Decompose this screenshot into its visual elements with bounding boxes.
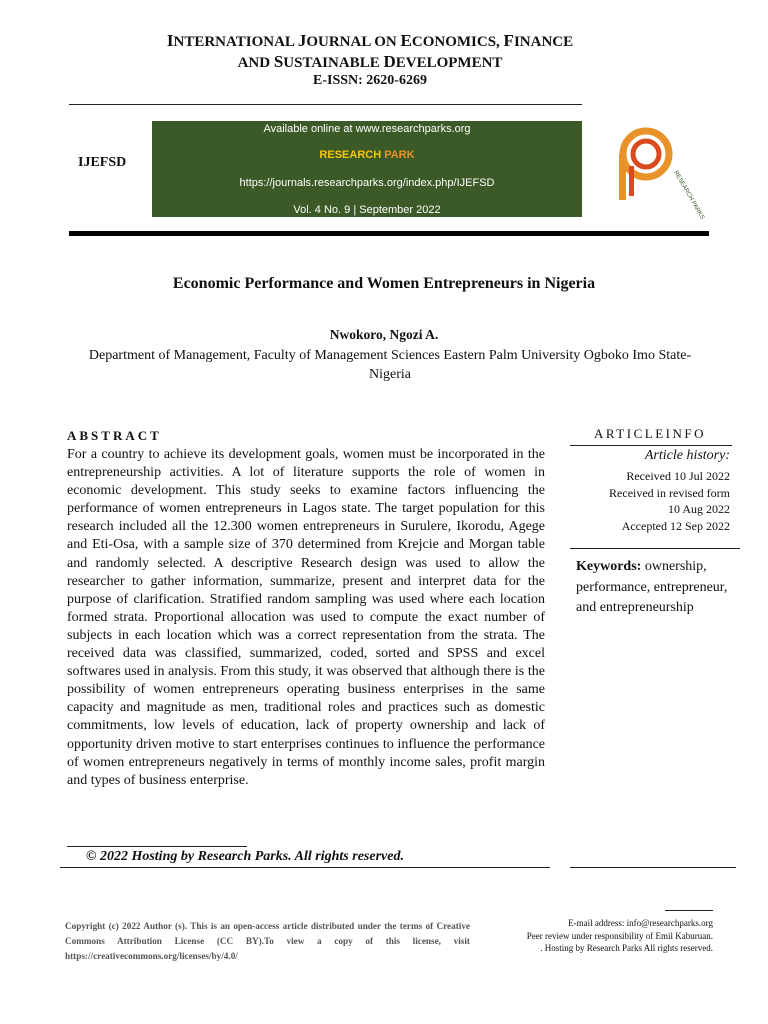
- footnote-divider: [665, 910, 713, 911]
- keywords: [576, 557, 736, 619]
- research-parks-logo-icon: [612, 122, 705, 221]
- keywords-divider: [570, 548, 740, 549]
- abstract-heading: ABSTRACT: [67, 428, 162, 443]
- article-history-label: Article history:: [644, 448, 730, 463]
- banner-journal-url[interactable]: https://journals.researchparks.org/index.php/IJEFSD: [239, 177, 495, 189]
- received-date: Received 10 Jul 2022: [626, 469, 730, 483]
- banner-available-online[interactable]: Available online at www.researchparks.org: [263, 123, 471, 135]
- header-thick-divider: [69, 231, 709, 236]
- hosting-notice: © 2022 Hosting by Research Parks. All rights reserved.: [86, 849, 404, 864]
- accepted-date: Accepted 12 Sep 2022: [621, 519, 730, 533]
- article-info-divider: [570, 445, 732, 446]
- journal-title: [0, 31, 740, 73]
- journal-title-line2: AND SUSTAINABLE DEVELOPMENT: [237, 52, 503, 71]
- article-info-heading: ARTICLEINFO: [594, 426, 706, 441]
- hosting-footnote: . Hosting by Research Parks All rights reserved.: [540, 943, 713, 953]
- revised-label: Received in revised form: [609, 486, 730, 500]
- banner-volume: Vol. 4 No. 9 | September 2022: [293, 204, 441, 216]
- revised-date: 10 Aug 2022: [667, 502, 730, 516]
- footer-divider-left: [60, 867, 550, 868]
- journal-banner: [152, 121, 582, 217]
- issn: E-ISSN: 2620-6269: [313, 73, 427, 88]
- author-name: Nwokoro, Ngozi A.: [329, 327, 439, 342]
- contact-email[interactable]: E-mail address: info@researchparks.org: [568, 918, 713, 928]
- footer-short-divider: [67, 846, 247, 847]
- contact-footnote: [490, 917, 713, 955]
- peer-review-note: Peer review under responsibility of Emil Kaburuan.: [526, 930, 713, 941]
- paper-title: Economic Performance and Women Entrepreneurs in Nigeria: [172, 275, 596, 292]
- copyright-notice: Copyright (c) 2022 Author (s). This is an open-access article distributed under the terms of Creative Commons Attribution License (CC BY).To view a copy of this license, visit https://creativecommons.org/licenses/by/4.0/: [65, 921, 470, 961]
- journal-abbreviation: IJEFSD: [78, 155, 127, 170]
- footer-divider-right: [570, 867, 736, 868]
- keywords-list: ownership, performance, entrepreneur, and entrepreneurship: [576, 559, 728, 615]
- keywords-label: Keywords:: [576, 559, 642, 574]
- header-divider: [69, 104, 582, 105]
- author-affiliation: Department of Management, Faculty of Management Sciences Eastern Palm University Ogboko Imo State-Nigeria: [88, 348, 692, 382]
- banner-publisher: RESEARCH PARK: [319, 149, 415, 161]
- abstract-text: For a country to achieve its development goals, women must be incorporated in the entrepreneurship activities. A lot of literature supports the role of women in economic development. This study seeks to examine factors influencing the performance of women entrepreneurs in Lagos state. The target population for this research included all the 12.300 women entrepreneurs in Surulere, Ikorodu, Agege and Eti-Osa, with a sample size of 370 determined from Krejcie and Morgan table and randomly selected. A descriptive Research design was used to allow the researcher to gather information, summarize, present and interpret data for the purpose of clarification. Stratified random sampling was used where each location formed strata. Proportional allocation was used to compute the exact number of subjects in each location which was a correct representation from the strata. The received data was classified, summarized, coded, sorted and SPSS and excel softwares used in analysis. From this study, it was observed that although there is the possibility of women entrepreneurs operating business enterprises in the same capacity and magnitude as men, traditional roles and practices such as domestic commitments, low levels of education, lack of property ownership and lack of opportunity driven motive to start enterprises continues to influence the performance of women entrepreneurs negatively in terms of monthly income sales, profit margin and types of business enterprise.: [67, 447, 545, 788]
- logo-text: RESEARCH PARKS: [672, 170, 705, 221]
- journal-title-line1: INTERNATIONAL JOURNAL ON ECONOMICS, FINANCE: [166, 31, 574, 50]
